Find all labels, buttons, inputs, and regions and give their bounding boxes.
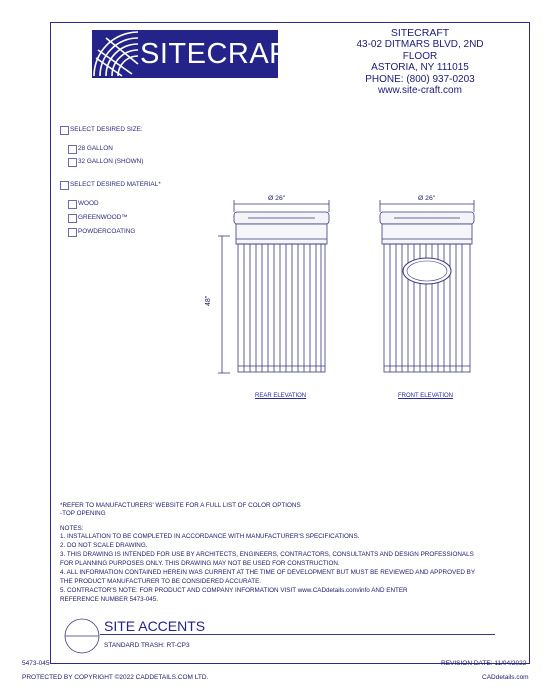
material-heading: SELECT DESIRED MATERIAL* bbox=[70, 181, 161, 188]
note-line: 2. DO NOT SCALE DRAWING. bbox=[60, 542, 148, 549]
material-powdercoating-checkbox[interactable] bbox=[68, 228, 77, 237]
size-option-28-checkbox[interactable] bbox=[68, 145, 77, 154]
logo-wordmark: SITECRAFT bbox=[140, 38, 306, 70]
notes-heading: NOTES: bbox=[60, 525, 84, 532]
material-greenwood-checkbox[interactable] bbox=[68, 214, 77, 223]
size-heading-checkbox[interactable] bbox=[60, 126, 69, 135]
size-option-28-label: 28 GALLON bbox=[78, 145, 113, 152]
title-block-circle-icon bbox=[58, 616, 106, 656]
company-address-line1: 43-02 DITMARS BLVD, 2ND FLOOR bbox=[356, 39, 484, 62]
material-greenwood-label: GREENWOOD™ bbox=[78, 214, 128, 221]
sheet-category: SITE ACCENTS bbox=[104, 618, 206, 634]
company-info bbox=[345, 28, 495, 96]
footnote-top-opening: -TOP OPENING bbox=[60, 510, 106, 517]
size-option-32-label: 32 GALLON (SHOWN) bbox=[78, 158, 144, 165]
copyright-notice: PROTECTED BY COPYRIGHT ©2022 CADDETAILS.COM LTD. bbox=[22, 674, 209, 681]
caddetails-brand[interactable]: CADdetails.com bbox=[482, 674, 529, 681]
company-phone: PHONE: (800) 937-0203 bbox=[365, 73, 475, 85]
footnote-color-options: *REFER TO MANUFACTURERS' WEBSITE FOR A FULL LIST OF COLOR OPTIONS bbox=[60, 502, 301, 509]
note-line: REFERENCE NUMBER 5473-045. bbox=[60, 596, 158, 603]
rear-elevation-caption: REAR ELEVATION bbox=[255, 393, 307, 399]
material-wood-label: WOOD bbox=[78, 200, 99, 207]
company-website[interactable]: www.site-craft.com bbox=[378, 85, 462, 97]
height-dimension: 48" bbox=[205, 295, 212, 306]
material-heading-checkbox[interactable] bbox=[60, 181, 69, 190]
company-name: SITECRAFT bbox=[390, 27, 450, 39]
note-line: THE PRODUCT MANUFACTURER TO BE CONSIDERED ACCURATE. bbox=[60, 578, 262, 585]
sheet-subtitle: STANDARD TRASH: RT-CP3 bbox=[104, 642, 190, 649]
size-heading: SELECT DESIRED SIZE: bbox=[70, 126, 143, 133]
company-address-line2: ASTORIA, NY 111015 bbox=[371, 62, 469, 74]
reference-number: 5473-045 bbox=[22, 660, 50, 667]
material-wood-checkbox[interactable] bbox=[68, 200, 77, 209]
note-line: 5. CONTRACTOR'S NOTE: FOR PRODUCT AND COMPANY INFORMATION VISIT www.CADdetails.com/info AND ENTER bbox=[60, 587, 408, 594]
front-elevation-drawing bbox=[370, 190, 480, 385]
front-elevation-caption: FRONT ELEVATION bbox=[398, 393, 454, 399]
size-option-32-checkbox[interactable] bbox=[68, 158, 77, 167]
note-line: 4. ALL INFORMATION CONTAINED HEREIN WAS CURRENT AT THE TIME OF DEVELOPMENT BUT MUST BE REVIEWED AND APPROVED BY bbox=[60, 569, 476, 576]
note-line: 3. THIS DRAWING IS INTENDED FOR USE BY ARCHITECTS, ENGINEERS, CONTRACTORS, CONSULTANTS AND DESIGN PROFESSIONALS bbox=[60, 551, 474, 558]
title-block-rule bbox=[100, 634, 495, 635]
revision-date: REVISION DATE: 11/04/2022 bbox=[441, 660, 527, 667]
logo-arc-icon bbox=[92, 30, 142, 78]
rear-diameter-dimension: Ø 26" bbox=[268, 195, 286, 202]
rear-elevation-drawing bbox=[200, 190, 340, 385]
material-powdercoating-label: POWDERCOATING bbox=[78, 228, 136, 235]
note-line: FOR PLANNING PURPOSES ONLY. THIS DRAWING MAY NOT BE USED FOR CONSTRUCTION. bbox=[60, 560, 340, 567]
front-diameter-dimension: Ø 26" bbox=[418, 195, 436, 202]
note-line: 1. INSTALLATION TO BE COMPLETED IN ACCORDANCE WITH MANUFACTURER'S SPECIFICATIONS. bbox=[60, 533, 360, 540]
